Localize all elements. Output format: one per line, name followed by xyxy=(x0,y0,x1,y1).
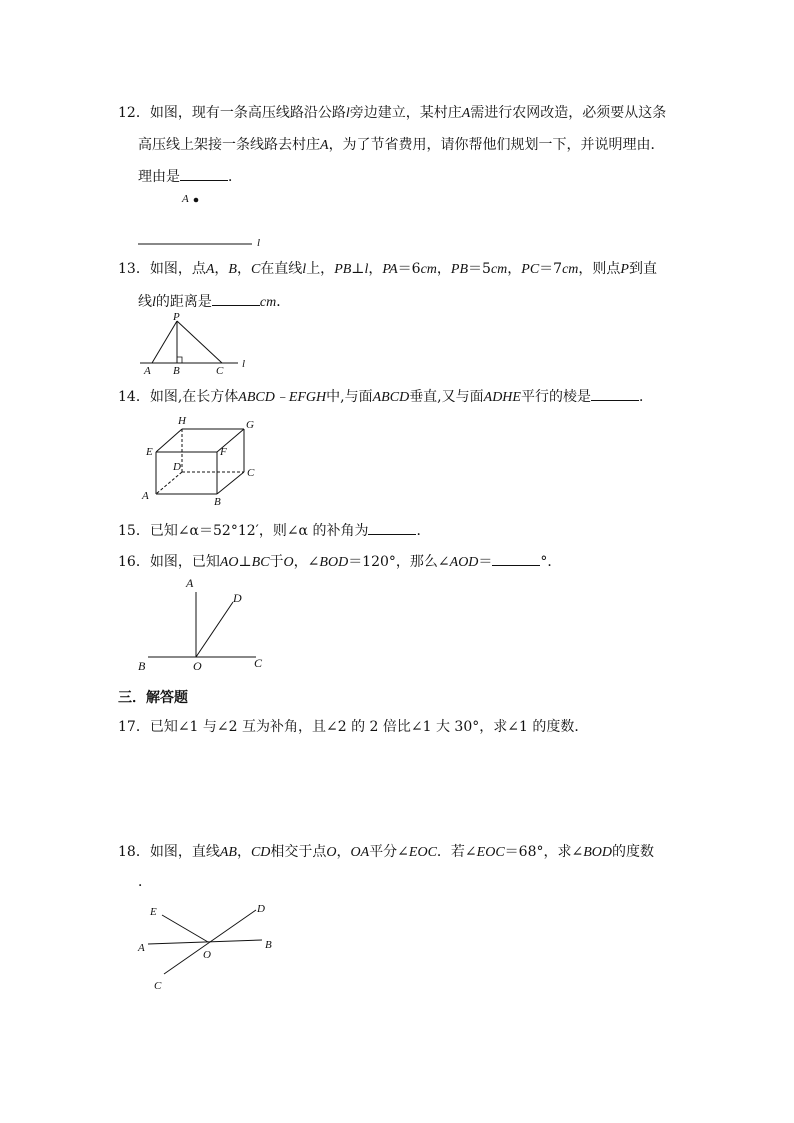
q16-number: 16． xyxy=(118,554,150,570)
q14-fig-label-F: F xyxy=(220,446,227,458)
q17-number: 17． xyxy=(118,719,150,735)
q13-figure xyxy=(138,311,258,375)
q16-line-1: 16．如图，已知AO⊥BC于O，∠BOD＝120°，那么∠AOD＝ °． xyxy=(118,551,561,572)
section-heading: 三．解答题 xyxy=(118,690,188,706)
q17-line-1: 17．已知∠1 与∠2 互为补角，且∠2 的 2 倍比∠1 大 30°，求∠1 的度数． xyxy=(118,719,589,735)
q16-fig-label-O: O xyxy=(193,659,202,673)
q18-fig-label-A: A xyxy=(138,942,145,954)
q16-fig-label-A: A xyxy=(186,576,194,590)
q14-fig-label-H: H xyxy=(178,415,186,427)
q13-fig-label-A: A xyxy=(144,365,151,377)
q13-number: 13． xyxy=(118,261,150,277)
q13-segment-PA xyxy=(152,321,177,363)
q14-edge-CB xyxy=(217,472,244,494)
q13-segment-PC xyxy=(177,321,222,363)
q14-answer-blank[interactable] xyxy=(591,386,639,401)
q14-fig-label-D: D xyxy=(173,461,181,473)
q14-fig-label-A: A xyxy=(142,490,149,502)
q18-line-1: 18．如图，直线AB，CD相交于点O，OA平分∠EOC．若∠EOC＝68°，求∠BOD的度数 xyxy=(118,844,654,860)
q16-fig-label-C: C xyxy=(254,656,263,670)
q16-fig-label-B: B xyxy=(138,659,146,673)
q13-fig-label-C: C xyxy=(216,365,224,377)
q12-line-2: 高压线上架接一条线路去村庄A，为了节省费用，请你帮他们规划一下，并说明理由． xyxy=(138,137,665,153)
q12-answer-blank[interactable] xyxy=(180,166,228,181)
q18-fig-label-C: C xyxy=(154,980,162,992)
q18-line-2: ． xyxy=(138,874,152,890)
q12-fig-label-l: l xyxy=(257,237,261,249)
q18-fig-label-D: D xyxy=(257,903,265,915)
q13-line-1: 13．如图，点A，B，C在直线l上，PB⊥l，PA＝6cm，PB＝5cm，PC＝7cm，则点P到直 xyxy=(118,261,657,277)
q13-right-angle-mark xyxy=(177,357,182,363)
q14-cuboid-figure xyxy=(140,412,270,508)
q16-answer-blank[interactable] xyxy=(492,551,540,566)
q13-fig-label-l: l xyxy=(242,358,246,370)
q12-fig-label-A: A xyxy=(182,193,189,205)
q12-number: 12． xyxy=(118,105,150,121)
q14-edge-DA xyxy=(156,472,182,494)
q16-fig-label-D: D xyxy=(233,591,242,605)
q13-fig-label-P: P xyxy=(173,311,180,323)
q18-number: 18． xyxy=(118,844,150,860)
q12-figure xyxy=(130,188,270,252)
q18-line-CD xyxy=(164,910,256,974)
q14-fig-label-G: G xyxy=(246,419,254,431)
q18-fig-label-E: E xyxy=(150,906,157,918)
q16-figure xyxy=(136,574,276,674)
q18-fig-label-O: O xyxy=(203,949,211,961)
q13-answer-blank[interactable] xyxy=(212,291,260,306)
q15-answer-blank[interactable] xyxy=(368,520,416,535)
q14-fig-label-E: E xyxy=(146,446,153,458)
q15-number: 15． xyxy=(118,523,150,539)
q18-ray-OE xyxy=(162,915,208,942)
q13-fig-label-B: B xyxy=(173,365,180,377)
q16-ray-OD xyxy=(196,602,233,657)
q14-fig-label-C: C xyxy=(247,467,255,479)
q14-number: 14． xyxy=(118,389,150,405)
q14-fig-label-B: B xyxy=(214,496,221,508)
q15-line-1: 15．已知∠α＝52°12′，则∠α 的补角为 ． xyxy=(118,520,430,540)
q12-village-point xyxy=(194,198,199,203)
q14-edge-EH xyxy=(156,429,182,452)
q13-line-2: 线l的距离是 cm． xyxy=(138,291,290,312)
q14-line-1: 14．如图,在长方体ABCD﹣EFGH中,与面ABCD垂直,又与面ADHE平行的棱是 ． xyxy=(118,386,653,407)
q12-line-3: 理由是 ． xyxy=(138,166,242,186)
q18-figure xyxy=(134,896,284,996)
q18-fig-label-B: B xyxy=(265,939,272,951)
q12-line-1: 12．如图，现有一条高压线路沿公路l旁边建立，某村庄A需进行农网改造，必须要从这条 xyxy=(118,105,667,121)
